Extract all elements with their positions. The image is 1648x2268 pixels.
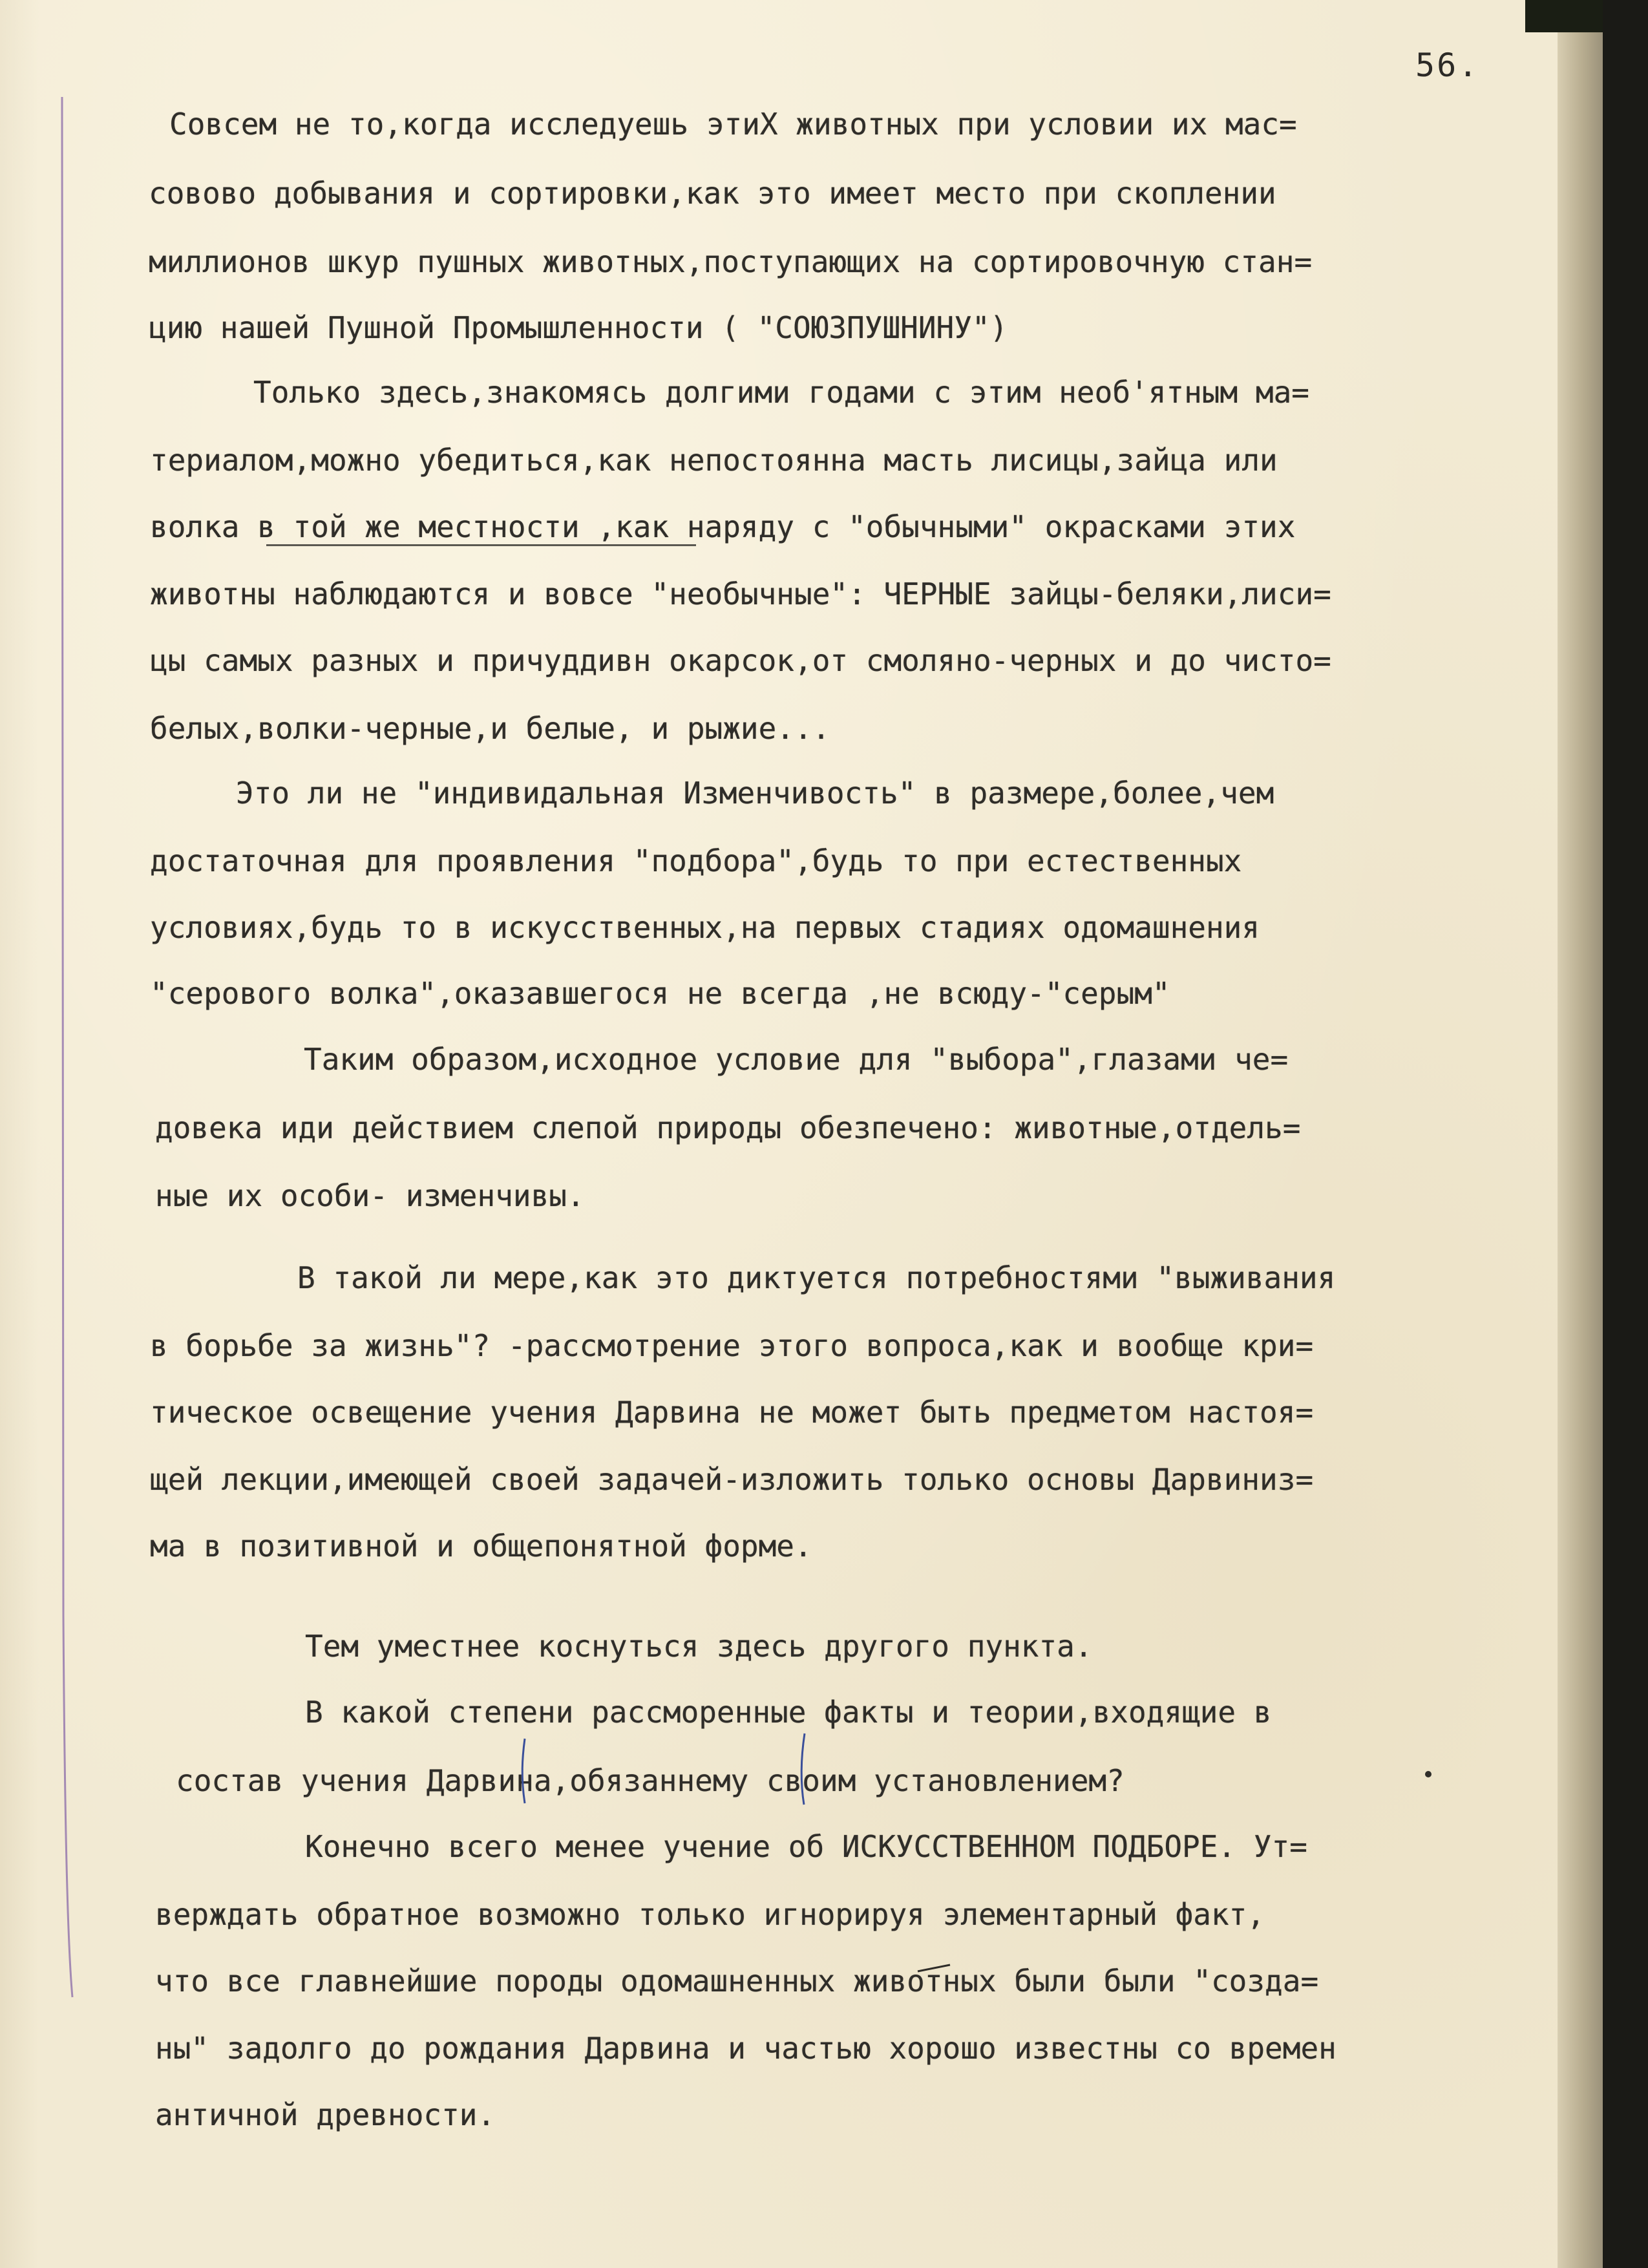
text-line: Конечно всего менее учение об ИСКУССТВЕННОМ ПОДБОРЕ. Ут= <box>305 1829 1307 1864</box>
text-line: миллионов шкур пушных животных,поступающих на сортировочную стан= <box>149 244 1313 279</box>
text-line: В такой ли мере,как это диктуется потребностями "выживания <box>297 1260 1336 1295</box>
text-line: В какой степени рассморенные факты и теории,входящие в <box>305 1695 1272 1730</box>
text-line: щей лекции,имеющей своей задачей-изложить только основы Дарвиниз= <box>150 1462 1314 1497</box>
text-line: античной древности. <box>155 2097 496 2132</box>
text-line: достаточная для проявления "подбора",будь то при естественных <box>150 843 1242 878</box>
text-line: Это ли не "индивидальная Изменчивость" в размере,более,чем <box>236 776 1274 811</box>
text-line: "серового волка",оказавшегося не всегда ,не всюду-"серым" <box>150 976 1170 1011</box>
text-line: ны" задолго до рождания Дарвина и частью хорошо известны со времен <box>155 2031 1336 2066</box>
text-line: совово добывания и сортировки,как это имеет место при скоплении <box>149 176 1276 211</box>
text-line: что все главнейшие породы одомашненных животных были были "созда= <box>155 1964 1319 1998</box>
text-line: Совсем не то,когда исследуешь этиХ животных при условии их мас= <box>169 107 1297 142</box>
text-line: довека иди действием слепой природы обезпечено: животные,отдель= <box>155 1110 1301 1145</box>
text-line: ные их особи- изменчивы. <box>155 1178 585 1213</box>
text-line: цию нашей Пушной Промышленности ( "СОЮЗПУШНИНУ") <box>149 310 1008 345</box>
text-line: животны наблюдаются и вовсе "необычные": ЧЕРНЫЕ зайцы-беляки,лиси= <box>150 577 1331 611</box>
text-line: ма в позитивной и общепонятной форме. <box>150 1529 812 1563</box>
text-line: условиях,будь то в искусственных,на первых стадиях одомашнения <box>150 910 1260 945</box>
text-line: Таким образом,исходное условие для "выбора",глазами че= <box>304 1042 1289 1077</box>
text-line: в борьбе за жизнь"? -рассмотрение этого вопроса,как и вообще кри= <box>150 1328 1314 1363</box>
page-number: 56. <box>1415 47 1480 84</box>
text-line: верждать обратное возможно только игнорируя элементарный факт, <box>155 1897 1265 1932</box>
text-line: состав учения Дарвина,обязаннему своим установлением? <box>176 1763 1125 1798</box>
text-line: волка в той же местности ,как наряду с "обычными" окрасками этих <box>150 509 1296 544</box>
text-line: цы самых разных и причуддивн окарсок,от смоляно-черных и до чисто= <box>150 643 1331 678</box>
text-line: Только здесь,знакомясь долгими годами с этим необ'ятным ма= <box>253 375 1309 410</box>
text-line: белых,волки-черные,и белые, и рыжие... <box>150 711 830 746</box>
text-line: териалом,можно убедиться,как непостоянна масть лисицы,зайца или <box>150 443 1278 478</box>
text-line: тическое освещение учения Дарвина не может быть предметом настоя= <box>150 1395 1314 1430</box>
text-line: Тем уместнее коснуться здесь другого пункта. <box>305 1629 1093 1664</box>
